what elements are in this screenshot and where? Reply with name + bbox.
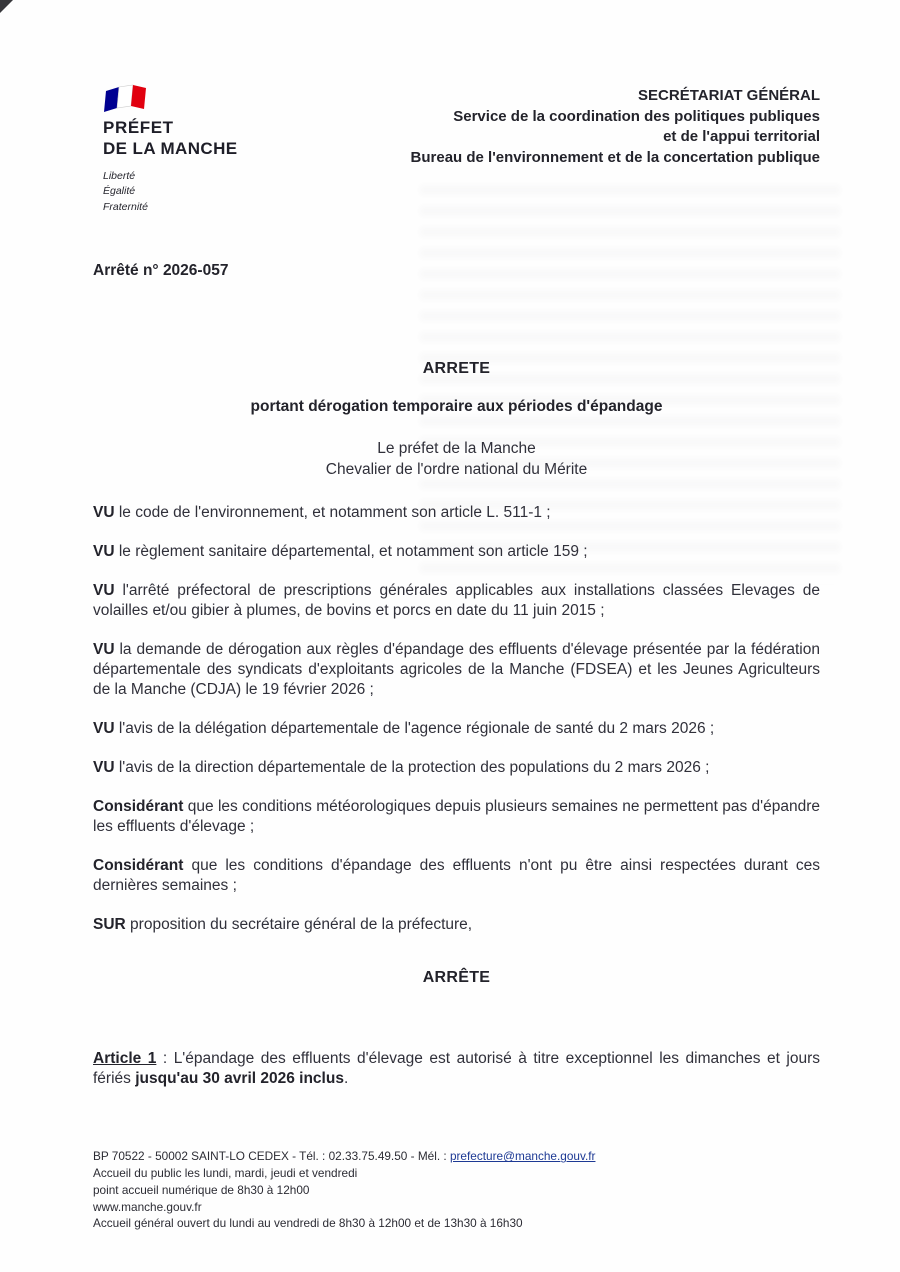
recital-lead: VU [93,581,115,599]
recital-text: l'avis de la direction départementale de la protection des populations du 2 mars 2026 ; [114,758,710,776]
recital-text: l'avis de la délégation départementale de l'agence régionale de santé du 2 mars 2026 ; [114,719,715,737]
article-period: . [343,1069,349,1087]
service-line: SECRÉTARIAT GÉNÉRAL [638,87,820,104]
footer-line: point accueil numérique de 8h30 à 12h00 [93,1182,310,1197]
recital-paragraph [93,797,820,837]
author-line: Chevalier de l'ordre national du Mérite [325,461,588,479]
recital-text: la demande de dérogation aux règles d'épandage des effluents d'élevage présentée par la fédération départementale des syndicats d'exploitants agricoles de la Manche (FDSEA) et les Jeunes Agriculteurs de la Manche (CDJA) le 19 février 2026 ; [93,640,820,698]
recital-paragraph [93,719,820,739]
recital-text: l'arrêté préfectoral de prescriptions générales applicables aux installations classées Elevages de volailles et/ou gibier à plumes, de bovins et porcs en date du 11 juin 2015 ; [93,581,820,619]
email-link[interactable]: prefecture@manche.gouv.fr [449,1149,596,1164]
recital-paragraph [93,758,820,778]
service-line: Service de la coordination des politiques publiques [453,107,820,125]
motto-fraternite: Fraternité [103,201,148,213]
recital-text: proposition du secrétaire général de la préfecture, [125,915,473,933]
recital-lead: VU [93,640,115,658]
decision-heading: ARRÊTE [422,968,491,986]
recital-text: que les conditions d'épandage des effluents n'ont pu être ainsi respectées durant ces dernières semaines ; [93,856,820,894]
recitals-section [93,503,820,935]
author-line: Le préfet de la Manche [377,439,536,457]
service-line: et de l'appui territorial [663,128,820,146]
article-1-label: Article 1 [93,1049,157,1067]
scan-corner-artifact [0,0,13,13]
recital-lead: Considérant [93,797,184,815]
recital-text: le règlement sanitaire départemental, et notamment son article 159 ; [114,542,588,560]
recital-text: le code de l'environnement, et notamment son article L. 511-1 ; [114,503,551,521]
recital-lead: VU [93,503,115,521]
recital-paragraph [93,542,820,562]
recital-lead: VU [93,719,115,737]
issuing-service-block [293,84,820,169]
prefecture-logo [93,84,293,216]
recital-paragraph [93,640,820,700]
motto-egalite: Égalité [103,185,136,198]
logo-title-line1: PRÉFET [103,118,174,137]
recital-lead: Considérant [93,856,184,874]
article-separator: : [156,1049,174,1067]
footer-line: Accueil du public les lundi, mardi, jeudi et vendredi [93,1166,358,1180]
footer-address-line [93,1148,820,1165]
french-flag-icon [103,84,149,112]
recital-lead: VU [93,542,115,560]
footer-line: Accueil général ouvert du lundi au vendredi de 8h30 à 12h00 et de 13h30 à 16h30 [93,1216,523,1231]
document-header [93,84,820,216]
footer-address-text: BP 70522 - 50002 SAINT-LO CEDEX - Tél. : 02.33.75.49.50 - Mél. : [93,1149,450,1164]
decree-subject: portant dérogation temporaire aux périodes d'épandage [250,397,663,415]
footer-block [93,1148,820,1232]
recital-text: que les conditions météorologiques depuis plusieurs semaines ne permettent pas d'épandre les effluents d'élevage ; [93,797,820,835]
recital-lead: VU [93,758,115,776]
footer-line: www.manche.gouv.fr [93,1199,202,1214]
article-1-paragraph [93,1049,820,1089]
decree-number: Arrêté n° 2026-057 [93,261,229,279]
article-emphasis: jusqu'au 30 avril 2026 inclus [135,1069,344,1087]
recital-paragraph [93,856,820,896]
recital-lead: SUR [93,915,126,933]
service-line: Bureau de l'environnement et de la concertation publique [410,149,820,167]
recital-paragraph [93,915,820,935]
recital-paragraph [93,581,820,621]
decree-heading: ARRETE [422,359,491,377]
logo-title-line2: DE LA MANCHE [103,139,238,159]
motto-liberte: Liberté [103,169,136,182]
logo-motto [103,169,293,216]
recital-paragraph [93,503,820,523]
decree-author [93,438,820,481]
article-body: L'épandage des effluents d'élevage est autorisé à titre exceptionnel les dimanches et jours fériés [93,1049,821,1087]
